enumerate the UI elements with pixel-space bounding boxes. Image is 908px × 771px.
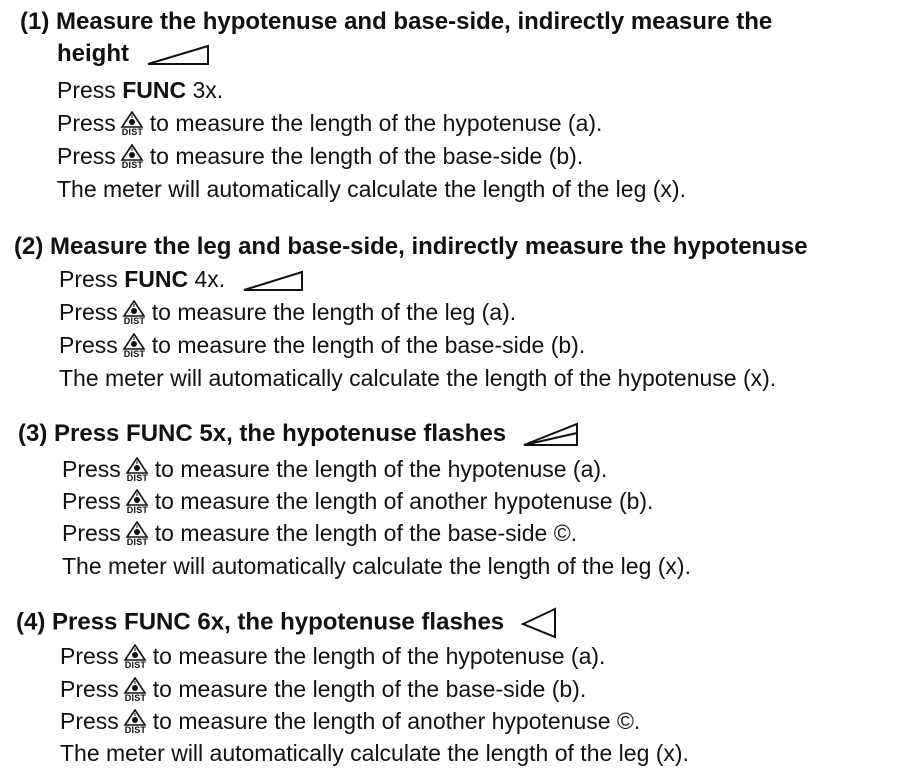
section-2-step-b: Press DIST to measure the length of the base-side (b). xyxy=(59,332,586,359)
section-3-result: The meter will automatically calculate the length of the leg (x). xyxy=(62,553,691,579)
laser-dist-button-icon: DIST xyxy=(123,709,147,735)
section-2-step-a: Press DIST to measure the length of the leg (a). xyxy=(59,299,517,326)
laser-dist-button-icon: DIST xyxy=(125,521,149,547)
section-4-title: (4) Press FUNC 6x, the hypotenuse flashes xyxy=(16,607,559,639)
section-2-func-line: Press FUNC 4x. xyxy=(59,265,306,293)
section-2-title: (2) Measure the leg and base-side, indirectly measure the hypotenuse xyxy=(14,233,808,260)
left-pointing-triangle-icon xyxy=(519,607,559,639)
section-1-result: The meter will automatically calculate the length of the leg (x). xyxy=(57,176,686,202)
laser-dist-button-icon: DIST xyxy=(122,333,146,359)
section-1-title: (1) Measure the hypotenuse and base-side, indirectly measure the xyxy=(20,8,773,35)
section-2-result: The meter will automatically calculate the length of the hypotenuse (x). xyxy=(59,365,777,391)
section-3-step-c: Press DIST to measure the length of the base-side ©. xyxy=(62,520,578,547)
double-hypotenuse-triangle-icon xyxy=(521,422,581,448)
section-4-step-b: Press DIST to measure the length of the base-side (b). xyxy=(60,676,587,703)
section-4-step-a: Press DIST to measure the length of the hypotenuse (a). xyxy=(60,643,606,670)
laser-dist-button-icon: DIST xyxy=(120,144,144,170)
section-1-step-b: Press DIST to measure the length of the base-side (b). xyxy=(57,143,584,170)
section-3-step-a: Press DIST to measure the length of the hypotenuse (a). xyxy=(62,456,608,483)
section-3-step-b: Press DIST to measure the length of another hypotenuse (b). xyxy=(62,488,654,515)
section-4-step-c: Press DIST to measure the length of another hypotenuse ©. xyxy=(60,708,641,735)
laser-dist-button-icon: DIST xyxy=(122,300,146,326)
section-4-result: The meter will automatically calculate the length of the leg (x). xyxy=(60,740,689,766)
section-1-title-cont: height xyxy=(57,40,212,68)
laser-dist-button-icon: DIST xyxy=(125,489,149,515)
triangle-right-angle-right-icon xyxy=(144,43,212,67)
section-3-title: (3) Press FUNC 5x, the hypotenuse flashes xyxy=(18,420,581,448)
section-1-step-a: Press DIST to measure the length of the hypotenuse (a). xyxy=(57,110,603,137)
section-1-func-line: Press FUNC 3x. xyxy=(57,77,224,103)
laser-dist-button-icon: DIST xyxy=(120,111,144,137)
laser-dist-button-icon: DIST xyxy=(125,457,149,483)
triangle-right-angle-right-icon xyxy=(240,269,306,293)
laser-dist-button-icon: DIST xyxy=(123,644,147,670)
laser-dist-button-icon: DIST xyxy=(123,677,147,703)
